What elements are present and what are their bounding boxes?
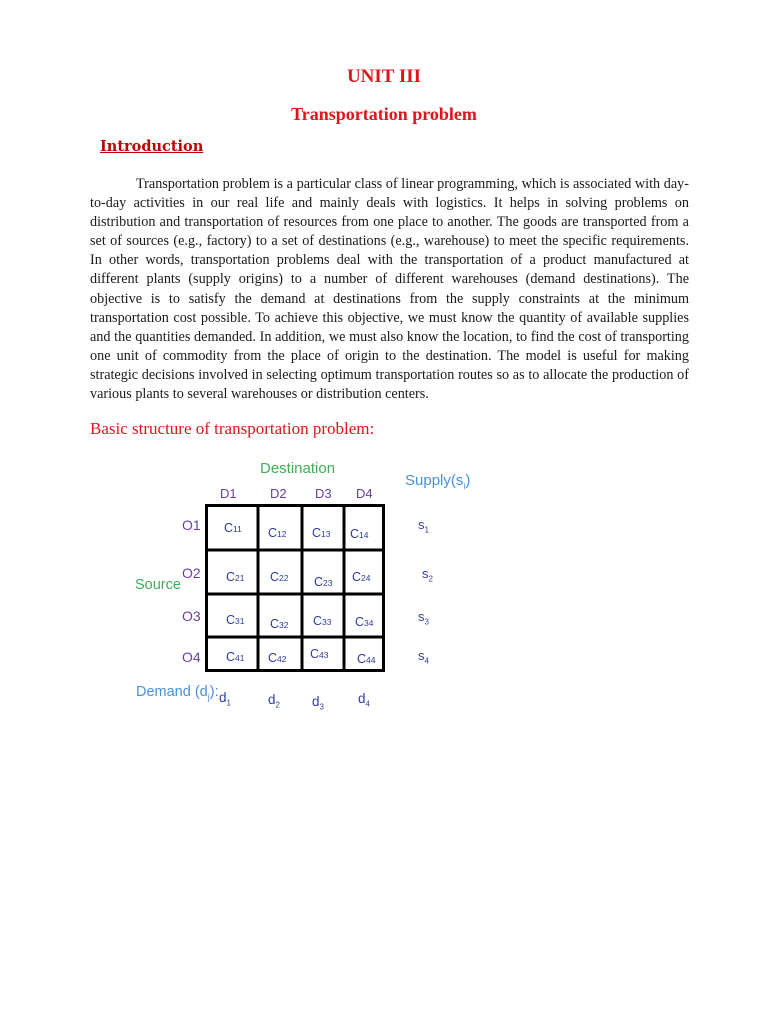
section-heading: Basic structure of transportation problem: (90, 419, 375, 438)
cost-cell-24: C24 (352, 570, 371, 584)
demand-value-4: $d_4$ (358, 691, 370, 709)
cost-cell-23: C23 (314, 575, 333, 589)
destination-header-d3: D3 (315, 486, 332, 501)
supply-word: Supply (405, 472, 451, 489)
destination-header-d1: D1 (220, 486, 237, 501)
supply-value-2: $s_2$ (422, 566, 433, 584)
cost-cell-33: C33 (313, 614, 332, 628)
demand-value-1: $d_1$ (219, 690, 231, 708)
supply-sub: i (463, 481, 466, 491)
cost-cell-42: C42 (268, 651, 287, 665)
page-title: Transportation problem (291, 104, 477, 124)
demand-label: Demand $(d_j)$: (136, 684, 219, 702)
cost-cell-44: C44 (357, 652, 376, 666)
cost-cell-43: C43 (310, 647, 329, 661)
origin-label-o4: O4 (182, 649, 201, 665)
destination-header-d4: D4 (356, 486, 373, 501)
cost-cell-32: C32 (270, 617, 289, 631)
cost-cell-11: C11 (224, 521, 242, 535)
demand-value-3: $d_3$ (312, 694, 324, 712)
destination-label: Destination (260, 460, 336, 477)
supply-value-4: $s_4$ (418, 648, 429, 666)
cost-cell-12: C12 (268, 526, 287, 540)
origin-label-o2: O2 (182, 565, 201, 581)
source-label: Source (135, 577, 181, 593)
cost-cell-31: C31 (226, 613, 245, 627)
origin-label-o1: O1 (182, 517, 201, 533)
destination-header-d2: D2 (270, 486, 287, 501)
cost-cell-34: C34 (355, 615, 374, 629)
cost-cell-13: C13 (312, 526, 331, 540)
unit-heading: UNIT III (346, 66, 422, 87)
introduction-heading: Introduction (100, 138, 204, 155)
introduction-paragraph: Transportation problem is a particular class of linear programming, which is associated with day-to-day activities in our real life and mainly deals with logistics. It helps in solving problems on distribution and transportation of resources from one place to another. The goods are transported from a set of sources (e.g., factory) to a set of destinations (e.g., warehouse) to meet the specific requirements. In other words, transportation problems deal with the transportation of a product manufactured at different plants (supply origins) to a number of different warehouses (demand destinations). The objective is to satisfy the demand at destinations from the supply constraints at the minimum transportation cost possible. To achieve this objective, we must know the quantity of available supplies and the quantities demanded. In addition, we must also know the location, to find the cost of transporting one unit of commodity from the place of origin to the destination. The model is useful for making strategic decisions involved in selecting optimum transportation routes so as to allocate the production of various plants to several warehouses or distribution centers. (90, 176, 689, 403)
supply-paren-close: ) (465, 472, 471, 489)
supply-value-1: $s_1$ (418, 517, 429, 535)
supply-symbol: s (455, 472, 464, 489)
supply-paren-open: ( (450, 472, 456, 489)
cost-cell-14: C14 (350, 527, 369, 541)
cost-cell-41: C41 (226, 650, 245, 664)
cost-cell-22: C22 (270, 570, 289, 584)
supply-value-3: $s_3$ (418, 609, 429, 627)
demand-value-2: $d_2$ (268, 692, 280, 710)
cost-cell-21: C21 (226, 570, 245, 584)
origin-label-o3: O3 (182, 608, 201, 624)
supply-label (405, 472, 470, 491)
